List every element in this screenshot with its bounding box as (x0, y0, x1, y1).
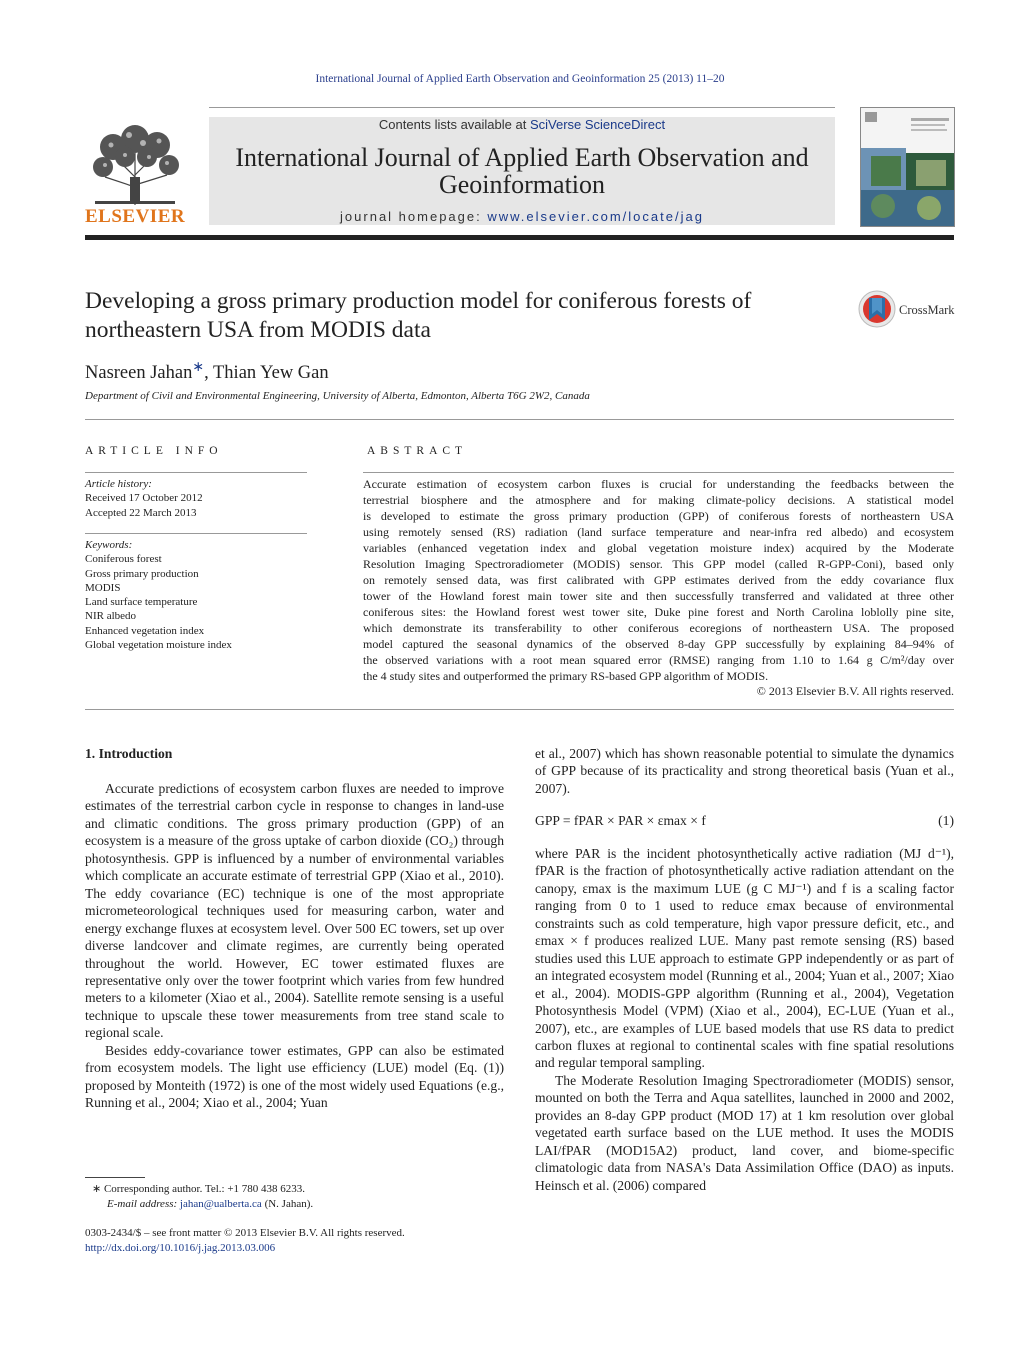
left-column-body (85, 780, 504, 1112)
intro-paragraph-continuation: et al., 2007) which has shown reasonable potential to simulate the dynamics of GPP because of its practicality and strong theoretical basis (Yuan et al., 2007). (535, 746, 954, 796)
elsevier-wordmark: ELSEVIER (85, 206, 186, 227)
keyword-item: Global vegetation moisture index (85, 639, 232, 652)
crossmark-label: CrossMark (899, 303, 955, 317)
abstract-line: which demonstrate its transferability to other coniferous ecoregions of northeastern USA. The proposed (363, 621, 954, 635)
right-column-body (535, 845, 954, 1194)
abstract-bottom-rule (85, 709, 954, 710)
affiliation: Department of Civil and Environmental Engineering, University of Alberta, Edmonton, Alberta T6G 2W2, Canada (85, 390, 590, 402)
doi-link[interactable]: http://dx.doi.org/10.1016/j.jag.2013.03.006 (85, 1241, 276, 1254)
abstract-line: terrestrial biosphere and the atmosphere and for making climate-policy decisions. A statistical model (363, 493, 954, 507)
keyword-item: Land surface temperature (85, 596, 198, 609)
keyword-item: MODIS (85, 581, 121, 594)
journal-homepage (209, 209, 835, 224)
sciencedirect-link[interactable]: SciVerse ScienceDirect (529, 117, 666, 132)
corresponding-author-marker[interactable]: ∗ (192, 360, 205, 375)
abstract-line: Accurate estimation of ecosystem carbon fluxes is crucial for understanding the feedbacks between the (363, 477, 954, 491)
footnote-rule (85, 1177, 145, 1178)
abstract-line: the 4 study sites and outperformed the primary RS-based GPP algorithm of MODIS. (363, 669, 769, 683)
header-bottom-rule (85, 235, 954, 240)
cover-image (861, 108, 954, 226)
abstract-line: tower of the Howland forest main tower site and then successfully transferred and validated at three other (363, 589, 954, 603)
received-date: Received 17 October 2012 (85, 492, 203, 505)
section-heading-introduction: 1. Introduction (85, 746, 173, 761)
abstract-line: Resolution Imaging Spectroradiometer (MODIS) sensor. This GPP model (called R-GPP-Coni), based only (363, 557, 954, 571)
history-label: Article history: (85, 478, 152, 490)
corresponding-author-note: ∗ Corresponding author. Tel.: +1 780 438 6233. (92, 1183, 306, 1195)
author-list (85, 359, 329, 384)
abstract-line: using remotely sensed (RS) radiation (land surface temperature and near-infra red albedo) and ecosystem (363, 525, 954, 539)
article-title-line-1: Developing a gross primary production model for coniferous forests of (85, 288, 752, 314)
article-title (85, 287, 845, 345)
keyword-item: Coniferous forest (85, 553, 162, 566)
affiliation-rule (85, 419, 954, 420)
article-info-heading: ARTICLE INFO (85, 445, 223, 457)
journal-reference[interactable]: International Journal of Applied Earth Observation and Geoinformation 25 (2013) 11–20 (315, 73, 725, 85)
crossmark-icon (858, 290, 896, 328)
contents-prefix: Contents lists available at (378, 117, 530, 132)
keywords-label: Keywords: (85, 539, 133, 551)
intro-paragraph-4: The Moderate Resolution Imaging Spectroradiometer (MODIS) sensor, mounted on both the Terra and Aqua satellites, launched in 2000 and 2002, provides an 8-day GPP product (MOD 17) at 1 km resolution over global vegetated earth surface based on the LUE method. It uses the MODIS LAI/fPAR (MOD15A2) product, land cover, and biome-specific climatologic data from NASA's Data Assimilation Office (DAO) as inputs. Heinsch et al. (2006) compared (535, 1072, 954, 1193)
keyword-item: Enhanced vegetation index (85, 624, 205, 637)
abstract-line: model captured the seasonal dynamics of the observed 8-day GPP successfully by explaining 84–94% of (363, 637, 954, 651)
email-label: E-mail address: (107, 1197, 180, 1210)
front-matter-note (85, 1226, 525, 1255)
abstract-line: the observed variations with a root mean squared error (RMSE) ranging from 1.10 to 1.64 g C/m²/day over (363, 653, 954, 667)
intro-paragraph-3: where PAR is the incident photosynthetically active radiation (MJ d⁻¹), fPAR is the fraction of photosynthetically active radiation attendant on the canopy, εmax is the maximum LUE (g C MJ⁻¹) and f is a scaling factor ranging from 0 to 1 used to reduce εmax because of environmental constraints such as cold temperature, high vapor pressure deficit, etc., and εmax × f produces realized LUE. Many past remote sensing (RS) based studies used this LUE approach to estimate GPP independently or as part of an integrated ecosystem model (Running et al., 2004; Yuan et al., 2007; Xiao et al., 2004). MODIS-GPP algorithm (Running et al., 2004), Vegetation Photosynthesis Model (VPM) (Xiao et al., 2004), EC-LUE (Yuan et al., 2007), etc., are examples of LUE based models that use RS data to predict carbon fluxes at regional to continental scales with fine spatial resolutions and regular temporal sampling. (535, 846, 954, 1071)
homepage-link[interactable]: www.elsevier.com/locate/jag (487, 209, 704, 224)
abstract-copyright: © 2013 Elsevier B.V. All rights reserved. (756, 684, 954, 698)
email-line (92, 1197, 512, 1212)
abstract-line: variables (enhanced vegetation index and global vegetation moisture index) acquired by the Moderate (363, 541, 954, 555)
author-first: Nasreen Jahan (85, 363, 193, 384)
abstract-line: on remotely sensed data, was first calibrated with GPP estimates derived from the eddy covariance flux (363, 573, 954, 587)
equation-number: (1) (938, 813, 954, 828)
intro-paragraph-1: Accurate predictions of ecosystem carbon fluxes are needed to improve estimates of the terrestrial carbon cycle in response to changes in land-use and climatic conditions. The gross primary production (GPP) of an ecosystem is a measure of the gross uptake of carbon dioxide (CO₂) through photosynthesis. GPP is influenced by a number of environmental variables which complicate an accurate estimate of terrestrial GPP (Xiao et al., 2010). The eddy covariance (EC) technique is one of the most appropriate micrometeorological techniques used for measuring carbon, water and energy exchange fluxes at ecosystem level. Over 500 EC towers, set up over diverse landcover and climate regimes, are currently being operated throughout the world. However, EC tower estimated fluxes are representative only over the tower footprint which varies from few hundred meters to a kilometer (Xiao et al., 2004). Satellite remote sensing is a useful technique to upscale these tower measurements from tree stand scale to regional scale. (85, 781, 504, 1041)
abstract-line: coniferous sites: the Howland forest west tower site, Duke pine forest and North Carolina loblolly pine site, (363, 605, 954, 619)
abstract-rule (363, 472, 954, 473)
journal-cover-thumbnail[interactable] (860, 107, 955, 227)
journal-title (209, 144, 835, 198)
article-history (85, 477, 307, 520)
keyword-item: Gross primary production (85, 567, 199, 580)
article-info-rule (85, 472, 307, 473)
journal-title-line-2: Geoinformation (438, 170, 606, 199)
journal-title-line-1: International Journal of Applied Earth Observation and (235, 143, 809, 172)
keyword-item: NIR albedo (85, 610, 137, 623)
author-rest: , Thian Yew Gan (204, 363, 329, 384)
header-top-rule (209, 107, 835, 108)
abstract-line: is developed to estimate the gross primary production (GPP) of coniferous forests of northeastern USA (363, 509, 954, 523)
intro-paragraph-2: Besides eddy-covariance tower estimates, GPP can also be estimated from ecosystem models. The light use efficiency (LUE) model (Eq. (1)) proposed by Monteith (1972) is one of the most widely used Equations (e.g., Running et al., 2004; Xiao et al., 2004; Yuan (85, 1042, 504, 1111)
equation-text: GPP = fPAR × PAR × εmax × f (535, 813, 706, 828)
keywords-rule (85, 533, 307, 534)
accepted-date: Accepted 22 March 2013 (85, 506, 197, 519)
crossmark-badge[interactable] (858, 290, 958, 330)
issn-line: 0303-2434/$ – see front matter © 2013 Elsevier B.V. All rights reserved. (85, 1227, 405, 1239)
equation-1 (535, 813, 954, 829)
contents-line (209, 117, 835, 132)
footnote-corresponding (92, 1182, 512, 1211)
author-email-link[interactable]: jahan@ualberta.ca (179, 1197, 262, 1210)
abstract-text (363, 476, 954, 684)
abstract-heading: ABSTRACT (367, 445, 468, 457)
article-title-line-2: northeastern USA from MODIS data (85, 317, 431, 343)
keywords-block (85, 538, 307, 652)
right-column-top (535, 745, 954, 797)
homepage-prefix: journal homepage: (340, 209, 488, 224)
email-suffix: (N. Jahan). (261, 1197, 314, 1210)
